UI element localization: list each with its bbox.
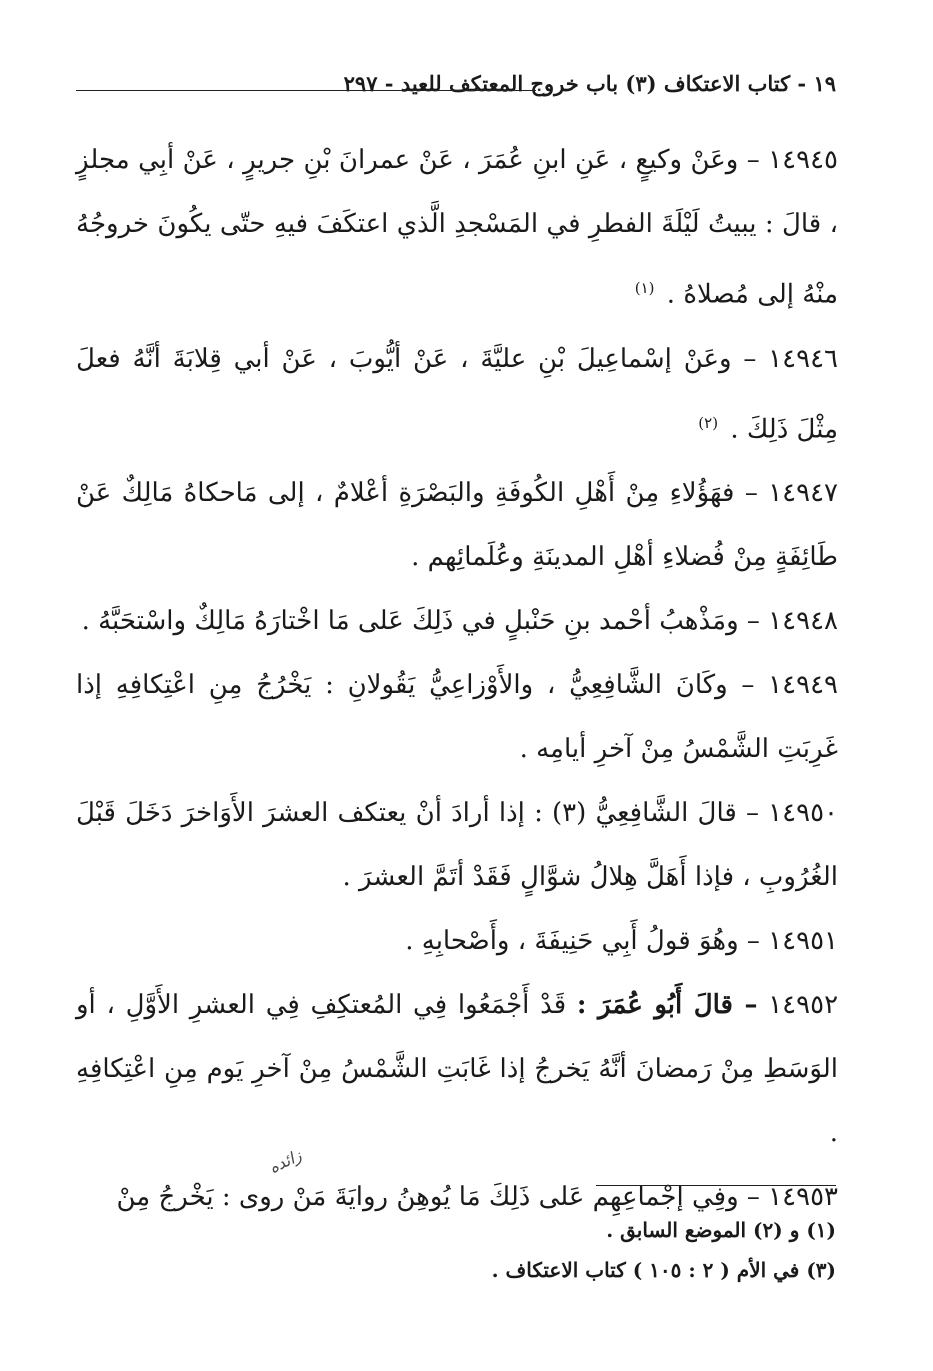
page-number: ٢٩٧: [343, 71, 378, 96]
paragraph-14945: [76, 128, 838, 327]
handwritten-margin-note: زائده: [265, 1145, 305, 1178]
paragraph-14949: [76, 653, 838, 781]
footnote-1: (١) و (٢) الموضع السابق .: [606, 1218, 836, 1242]
paragraph-14950: [76, 781, 838, 909]
paragraph-number: ١٤٩٤٧: [768, 478, 839, 509]
paragraph-number: ١٤٩٤٥: [768, 145, 838, 175]
paragraph-text: – فهَؤُلاءِ مِنْ أَهْلِ الكُوفَةِ والبَصْرَةِ أعْلامٌ ، إلى مَاحكاهُ مَالِكٌ عَنْ طَائِفَةٍ مِنْ فُضلاءِ أهْلِ المدينَةِ وعُلَمائِهم .: [76, 478, 838, 573]
paragraph-number: ١٤٩٤٨: [768, 606, 838, 637]
paragraph-text: – وهُوَ قولُ أَبِي حَنِيفَةَ ، وأَصْحابِهِ .: [405, 926, 760, 957]
paragraph-14952: [76, 973, 838, 1165]
paragraph-number: ١٤٩٤٩: [768, 670, 838, 701]
paragraph-text: – ومَذْهبُ أحْمد بنِ حَنْبلٍ في ذَلِكَ عَلى مَا اخْتارَهُ مَالِكٌ واسْتحَبَّهُ .: [81, 606, 760, 637]
header-text: [344, 66, 836, 102]
paragraph-number: ١٤٩٥٣: [768, 1182, 838, 1213]
running-header: [76, 66, 836, 102]
footnote-ref: (١): [634, 279, 655, 297]
paragraph-number: ١٤٩٥٠: [768, 798, 838, 829]
paragraph-number: ١٤٩٥١: [768, 926, 838, 957]
header-title: ١٩ - كتاب الاعتكاف (٣) باب خروج المعتكف للعيد -: [384, 71, 836, 96]
paragraph-14951: [76, 909, 838, 973]
footnotes: [76, 1210, 836, 1290]
paragraph-text: قَدْ أَجْمَعُوا فِي المُعتكِفِ فِي العشرِ الأَوَّلِ ، أو الوَسَطِ مِنْ رَمضانَ أنَّهُ يَخرجُ إذا غَابَتِ الشَّمْسُ مِنْ آخرِ يَوم مِنِ اعْتِكافِهِ .: [76, 990, 838, 1149]
paragraph-14947: [76, 461, 838, 589]
paragraph-lead: – قالَ أَبُو عُمَرَ :: [576, 990, 758, 1021]
header-rule: [76, 90, 536, 91]
paragraph-14946: [76, 327, 838, 462]
paragraph-number: ١٤٩٥٢: [768, 990, 839, 1021]
paragraph-text: – وعَنْ إسْماعِيلَ بْنِ عليَّةَ ، عَنْ أيُّوبَ ، عَنْ أبي قِلابَةَ أنَّهُ فعلَ مِثْلَ ذَلِكَ .: [76, 343, 838, 445]
main-text: [76, 128, 838, 1229]
paragraph-number: ١٤٩٤٦: [768, 343, 838, 374]
paragraph-text: – وفِي إجْماعِهِم عَلى ذَلِكَ مَا يُوهِنُ روايَةَ مَنْ روى : يَخْرجُ مِنْ: [116, 1182, 760, 1213]
paragraph-text: – وعَنْ وكيعٍ ، عَنِ ابنِ عُمَرَ ، عَنْ عمرانَ بْنِ جريرٍ ، عَنْ أبِي مجلزٍ ، قالَ : يبيتُ لَيْلَةَ الفطرِ في المَسْجدِ الَّذي اعتكَفَ فيهِ حتّى يكُونَ خروجُهُ منْهُ إلى مُصلاهُ .: [76, 145, 838, 310]
paragraph-text: – قالَ الشَّافِعِيُّ (٣) : إذا أرادَ أنْ يعتكف العشرَ الأَوَاخرَ دَخَلَ قَبْلَ الغُرُوبِ ، فإذا أَهَلَّ هِلالُ شوَّالٍ فَقَدْ أتَمَّ العشرَ .: [76, 798, 838, 893]
footnote-ref: (٢): [698, 413, 719, 432]
footnote-2: (٣) في الأم ( ٢ : ١٠٥ ) كتاب الاعتكاف .: [491, 1258, 836, 1282]
paragraph-14948: [76, 589, 838, 653]
paragraph-text: – وكَانَ الشَّافِعِيُّ ، والأَوْزاعِيُّ يَقُولانِ : يَخْرُجُ مِنِ اعْتِكافِهِ إذا غَرِبَتِ الشَّمْسُ مِنْ آخرِ أيامِه .: [76, 670, 838, 765]
footnote-rule: [596, 1185, 836, 1186]
